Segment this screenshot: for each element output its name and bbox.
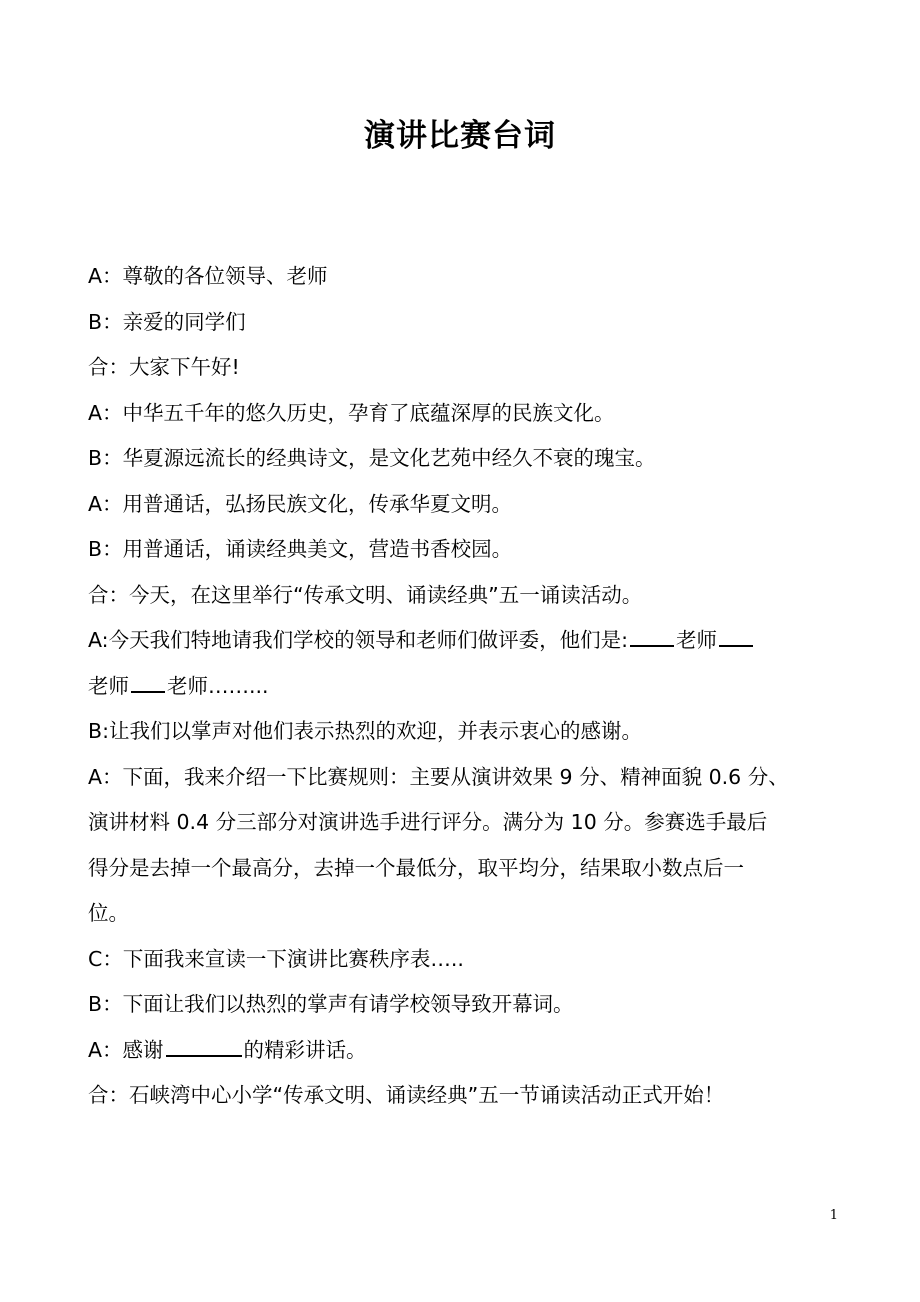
script-line: A：中华五千年的悠久历史，孕育了底蕴深厚的民族文化。 [88,400,615,425]
script-line: B:让我们以掌声对他们表示热烈的欢迎，并表示衷心的感谢。 [88,719,642,743]
rules-line: A：下面，我来介绍一下比赛规则：主要从演讲效果 9 分、精神面貌 0.6 分、 [88,764,789,789]
judge-title-1: 老师 [675,628,717,652]
script-line: 合：今天，在这里举行“传承文明、诵读经典”五一诵读活动。 [88,582,643,607]
judges-line-continued [88,664,836,710]
rules-line: 得分是去掉一个最高分，去掉一个最低分，取平均分，结果取小数点后一 [88,855,744,880]
script-line: B：亲爱的同学们 [88,309,246,334]
thanks-line-suffix: 的精彩讲话。 [243,1037,367,1062]
script-line: A：尊敬的各位领导、老师 [88,264,328,288]
script-line: B：下面让我们以热烈的掌声有请学校领导致开幕词。 [88,992,574,1016]
fill-in-blank [166,1033,242,1057]
document-body [88,254,836,1119]
script-line: C：下面我来宣读一下演讲比赛秩序表….. [88,946,464,971]
script-line: A：用普通话，弘扬民族文化，传承华夏文明。 [88,491,513,516]
fill-in-blank [131,669,165,693]
page-number: 1 [829,1208,838,1223]
fill-in-blank [719,623,753,647]
script-line: B：华夏源远流长的经典诗文，是文化艺苑中经久不衰的瑰宝。 [88,446,656,470]
script-line: B：用普通话，诵读经典美文，营造书香校园。 [88,537,513,561]
judge-title-3: 老师……... [167,673,269,698]
thanks-line-prefix: A：感谢 [88,1037,164,1062]
thanks-line [88,1028,836,1074]
rules-line: 演讲材料 0.4 分三部分对演讲选手进行评分。满分为 10 分。参赛选手最后 [88,810,768,834]
judge-title-2: 老师 [88,673,129,698]
rules-line: 位。 [88,901,129,925]
script-line: 合：大家下午好! [88,355,240,379]
final-line: 合：石峡湾中心小学“传承文明、诵读经典”五一节诵读活动正式开始！ [88,1083,725,1107]
document-title: 演讲比赛台词 [364,118,556,154]
judges-line [88,618,836,664]
judges-line-prefix: A:今天我们特地请我们学校的领导和老师们做评委，他们是: [88,628,628,652]
fill-in-blank [630,623,674,647]
